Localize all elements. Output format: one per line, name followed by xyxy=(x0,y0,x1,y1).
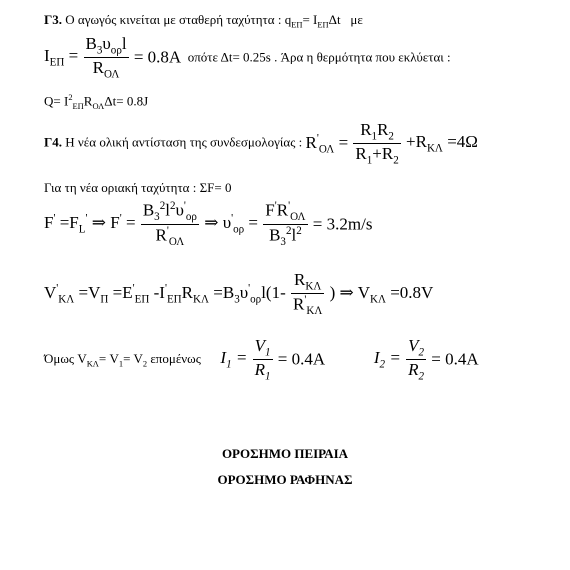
g4-force-line: $F' =F_L'$ ⇒ F' = $\frac{B_3^2l^2\upsilon'_{o\rho}}{R'_{O\Lambda}}$ ⇒ $\upsilon'_{o\rho}$ = $\frac{F'R'_{O\Lambda}}{B_3^2l^2}$ = 3.2m/s xyxy=(44,200,373,248)
g3-q-expr: $q_{E\Pi}= I_{E\Pi}\Delta t$ xyxy=(284,12,341,30)
g3-heat-line: $Q= I^2_{E\Pi}R_{O\Lambda}\Delta t= 0.8J$ xyxy=(44,92,149,111)
g4-fraction: $\frac{R_1R_2}{R_1+R_2}$ xyxy=(355,120,399,167)
g4-voltage-result: =0.8V xyxy=(390,282,434,302)
g4-i1-lhs: $I_1$ = xyxy=(220,348,248,371)
footer-line1: ΟΡΟΣΗΜΟ ΠΕΙΡΑΙΑ xyxy=(221,446,349,461)
g4-r-lhs: $R'_{O\Lambda}$ = xyxy=(305,132,349,156)
g4-label: Γ4. xyxy=(44,134,63,150)
g4-intro: Η νέα ολική αντίσταση της συνδεσμολογίας : xyxy=(65,134,303,150)
g3-current-formula xyxy=(44,34,451,81)
g4-currents-line: Όμως $V_{K\Lambda}= V_1= V_2$ επομένως $I_1$ = $\frac{V_1}{R_1}$ = 0.4A $I_2$ = $\frac{V_2}{R_2}$ = 0.4A xyxy=(44,336,479,383)
g3-fraction: $\frac{B_3\upsilon_{o\rho}l}{R_{O\Lambda}}$ xyxy=(85,34,127,81)
g3-me: με xyxy=(350,12,363,27)
footer-line2: ΟΡΟΣΗΜΟ ΡΑΦΗΝΑΣ xyxy=(217,472,353,487)
g4-i2-lhs: $I_2$ = xyxy=(373,348,401,371)
g3-i-lhs: $I_{E\Pi}$ = xyxy=(44,46,79,69)
g4-voltage-line: $V'_{K\Lambda} =V_\Pi =E'_{E\Pi}$ $-I'_{E\Pi}R_{K\Lambda} =B_3\upsilon'_{o\rho}l(1-$ $\frac{R_{K\Lambda}}{R'_{K\Lambda}}$ ) ⇒ $V_{K\Lambda} =0.8V$ xyxy=(44,270,434,318)
g4-resistance-line xyxy=(44,120,478,167)
g4-speed-result: = 3.2m/s xyxy=(312,214,373,234)
g4-i1-result: = 0.4A xyxy=(277,349,326,369)
g3-rest: οπότε Δt= 0.25s . Άρα η θερμότητα που εκλύεται : xyxy=(187,49,451,65)
g3-intro-line xyxy=(44,12,363,30)
g3-intro: Ο αγωγός κινείται με σταθερή ταχύτητα : xyxy=(65,12,282,27)
g3-result: = 0.8A xyxy=(133,47,182,67)
g4-r-tail: $+R_{K\Lambda} =4\Omega$ xyxy=(406,132,478,155)
g4-speed-intro: Για τη νέα οριακή ταχύτητα : ΣF= 0 xyxy=(44,180,232,195)
g3-label: Γ3. xyxy=(44,12,63,27)
g4-i2-result: = 0.4A xyxy=(431,349,479,369)
